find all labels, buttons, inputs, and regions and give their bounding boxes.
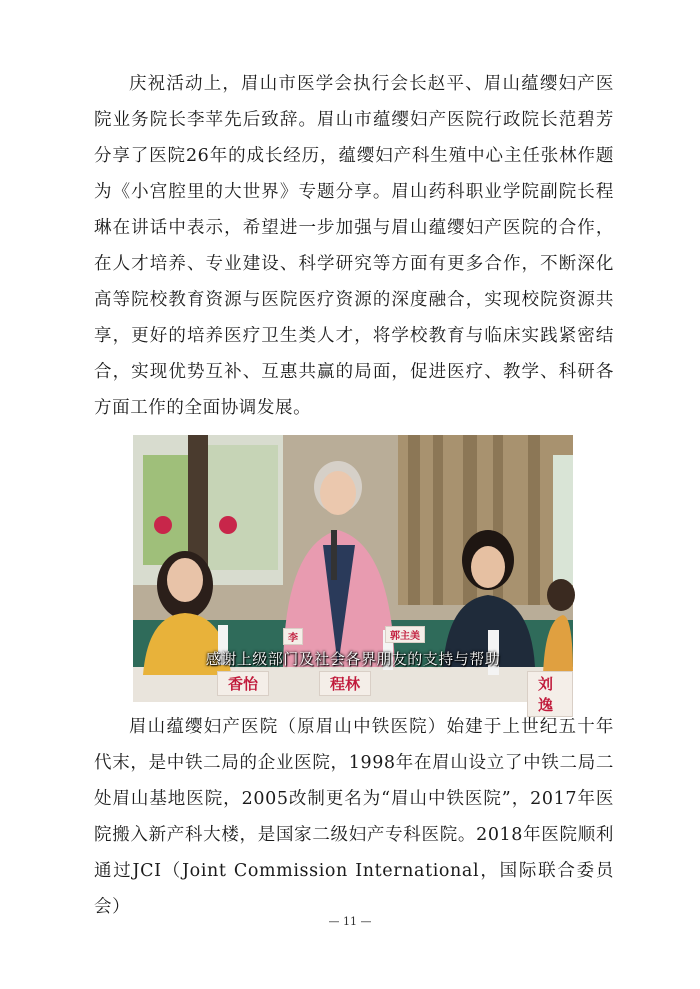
event-photo <box>133 435 573 714</box>
paragraph-hospital-history: 眉山蕴缨妇产医院（原眉山中铁医院）始建于上世纪五十年代末，是中铁二局的企业医院，1998年在眉山设立了中铁二局二处眉山基地医院，2005改制更名为“眉山中铁医院”，2017年医院搬入新产科大楼，是国家二级妇产专科医院。2018年医院顺利通过JCI（Joint Commission International，国际联合委员会） <box>94 717 614 917</box>
nameplate-right: 刘逸 <box>527 671 573 717</box>
nameplate-left: 香怡 <box>217 671 269 696</box>
page-number: — 11 — <box>328 915 372 928</box>
nameplate-small-left: 李 <box>283 628 303 645</box>
paragraph-celebration: 庆祝活动上，眉山市医学会执行会长赵平、眉山蕴缨妇产医院业务院长李苹先后致辞。眉山市蕴缨妇产医院行政院长范碧芳分享了医院26年的成长经历，蕴缨妇产科生殖中心主任张林作题为《小宫腔里的大世界》专题分享。眉山药科职业学院副院长程琳在讲话中表示，希望进一步加强与眉山蕴缨妇产医院的合作，在人才培养、专业建设、科学研究等方面有更多合作，不断深化高等院校教育资源与医院医疗资源的深度融合，实现校院资源共享，更好的培养医疗卫生类人才，将学校教育与临床实践紧密结合，实现优势互补、互惠共赢的局面，促进医疗、教学、科研各方面工作的全面协调发展。 <box>94 74 614 418</box>
nameplate-small-right: 郭主美 <box>385 626 425 643</box>
nameplate-center: 程林 <box>319 671 371 696</box>
photo-caption: 感谢上级部门及社会各界朋友的支持与帮助 <box>205 650 501 668</box>
